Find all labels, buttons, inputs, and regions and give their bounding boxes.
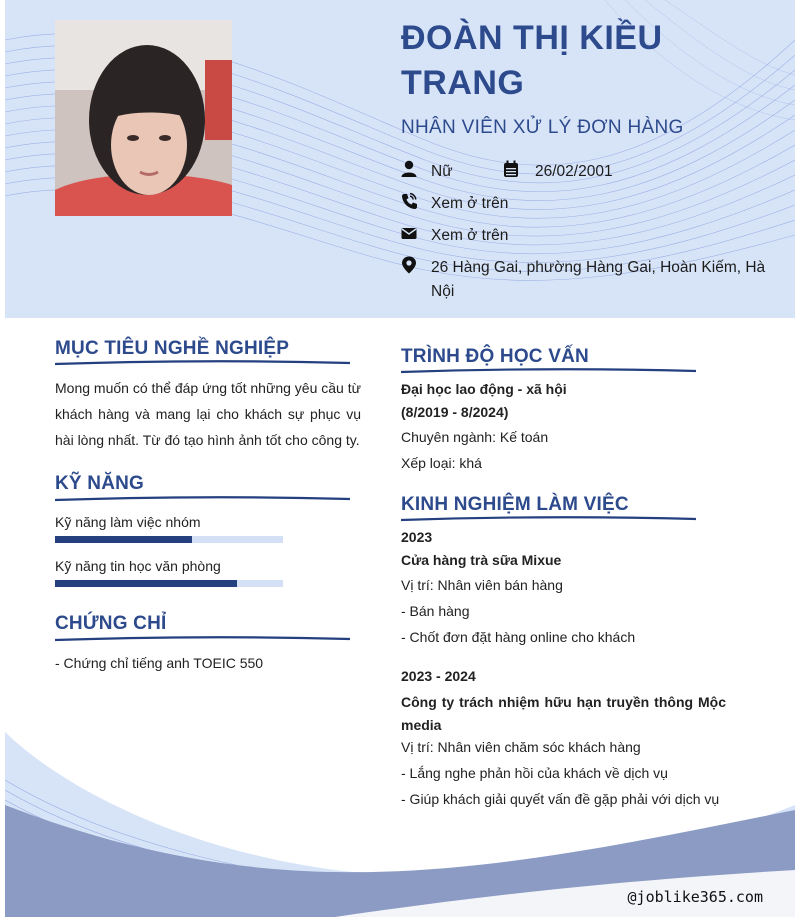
skill-label: Kỹ năng tin học văn phòng <box>55 558 221 574</box>
job-role: Vị trí: Nhân viên bán hàng <box>401 577 563 593</box>
education-major: Chuyên ngành: Kế toán <box>401 429 549 445</box>
objective-text: Mong muốn có thể đáp ứng tốt những yêu cầu từ khách hàng và mang lại cho khách sự phục vụ hài lòng nhất. Từ đó tạo hình ảnh tốt cho công ty. <box>55 380 361 448</box>
phone-icon <box>401 192 417 210</box>
objective-underline <box>55 358 355 368</box>
job-period: 2023 <box>401 529 433 545</box>
certificates-title: CHỨNG CHỈ <box>55 613 167 634</box>
job-period: 2023 - 2024 <box>401 668 476 684</box>
certificates-underline <box>55 634 355 644</box>
skills-title: KỸ NĂNG <box>55 473 145 494</box>
education-title: TRÌNH ĐỘ HỌC VẤN <box>401 346 589 367</box>
address-row <box>401 256 771 306</box>
phone-row <box>401 192 761 216</box>
skills-underline <box>55 494 355 504</box>
skill-bar-fill <box>55 536 192 543</box>
skill-bar-fill <box>55 580 237 587</box>
skill-bar <box>55 580 283 587</box>
job-role: Vị trí: Nhân viên chăm sóc khách hàng <box>401 739 641 755</box>
job-duty: - Bán hàng <box>401 603 470 619</box>
job-duty: - Giúp khách giải quyết vấn đề gặp phải với dịch vụ <box>401 791 720 807</box>
education-period: (8/2019 - 8/2024) <box>401 404 509 420</box>
cv-page <box>5 0 795 917</box>
education-grade: Xếp loại: khá <box>401 455 482 471</box>
experience-underline <box>401 514 701 524</box>
job-duty: - Lắng nghe phản hồi của khách về dịch vụ <box>401 765 668 781</box>
envelope-icon <box>401 224 417 242</box>
objective-title: MỤC TIÊU NGHỀ NGHIỆP <box>55 338 290 359</box>
email-row <box>401 224 761 248</box>
birthdate-value: 26/02/2001 <box>535 163 613 180</box>
birthdate-row <box>503 160 723 184</box>
job-duty: - Chốt đơn đặt hàng online cho khách <box>401 629 636 645</box>
user-icon <box>401 160 417 178</box>
skill-bar <box>55 536 283 543</box>
job-position: NHÂN VIÊN XỬ LÝ ĐƠN HÀNG <box>401 117 684 138</box>
candidate-name: ĐOÀN THỊ KIỀU TRANG <box>401 19 663 102</box>
calendar-icon <box>503 160 519 178</box>
gender-value: Nữ <box>431 163 453 180</box>
address-value: 26 Hàng Gai, phường Hàng Gai, Hoàn Kiếm, Hà Nội <box>431 259 766 300</box>
email-value: Xem ở trên <box>431 227 509 244</box>
certificate-item: - Chứng chỉ tiếng anh TOEIC 550 <box>55 655 264 671</box>
phone-value: Xem ở trên <box>431 195 509 212</box>
education-underline <box>401 366 701 376</box>
watermark: @joblike365.com <box>627 888 763 906</box>
skill-label: Kỹ năng làm việc nhóm <box>55 514 201 530</box>
job-company: Cửa hàng trà sữa Mixue <box>401 552 562 568</box>
map-pin-icon <box>401 256 417 274</box>
profile-photo <box>55 20 232 216</box>
experience-title: KINH NGHIỆM LÀM VIỆC <box>401 494 629 515</box>
education-school: Đại học lao động - xã hội <box>401 381 567 397</box>
job-company: Công ty trách nhiệm hữu hạn truyền thông Mộc media <box>401 694 726 733</box>
